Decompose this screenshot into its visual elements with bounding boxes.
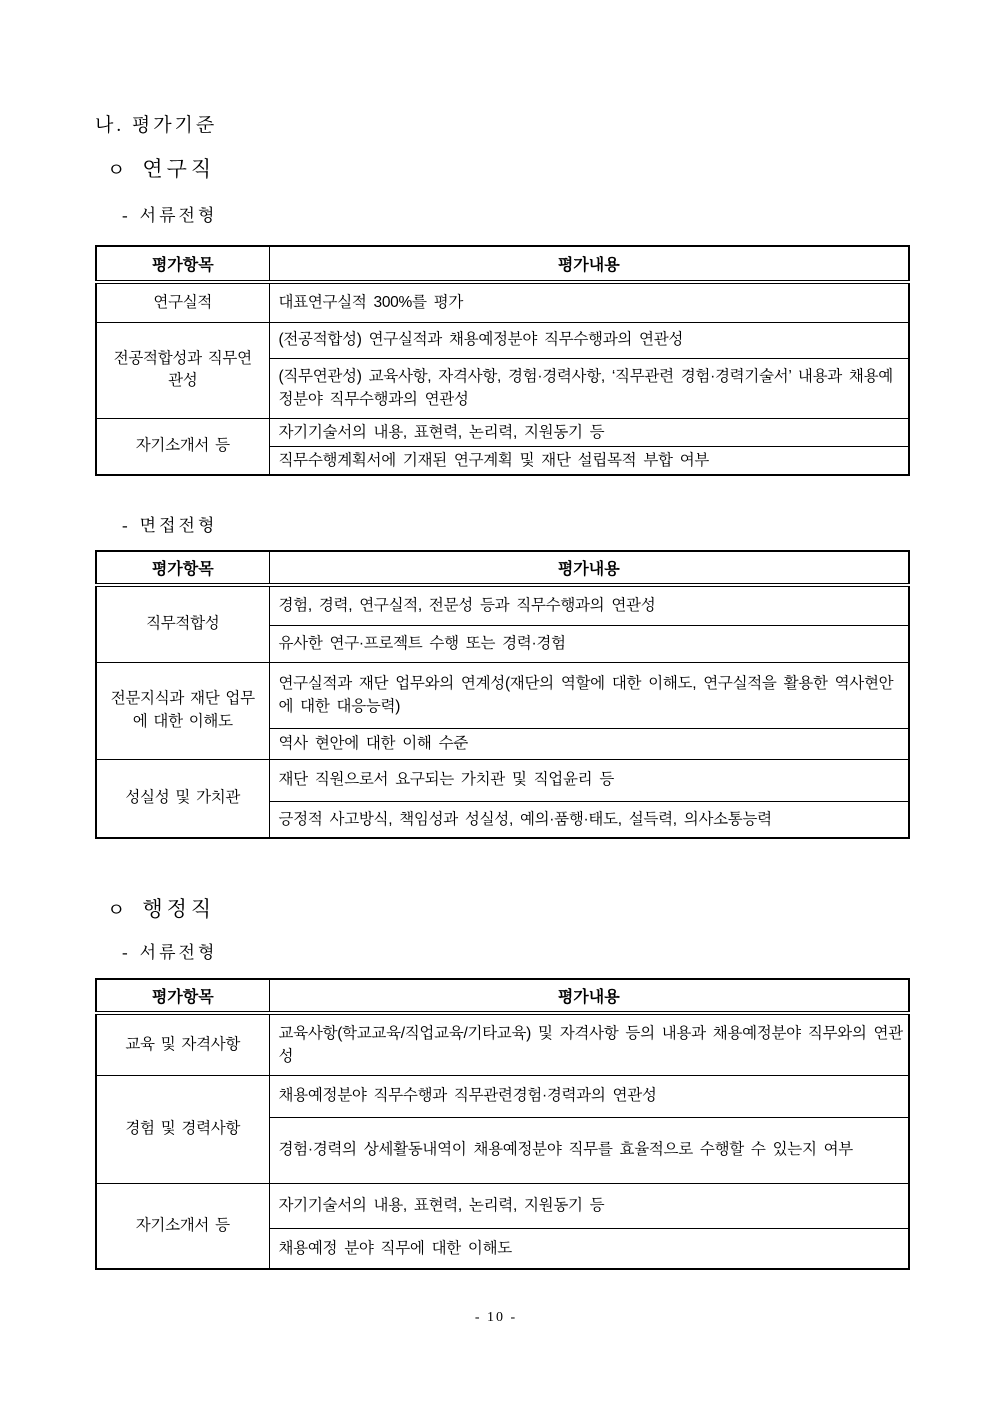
content-cell: 직무수행계획서에 기재된 연구계획 및 재단 설립목적 부합 여부 [269,446,909,475]
item-cell: 교육 및 자격사항 [96,1013,269,1075]
col-header-item: 평가항목 [96,551,269,585]
col-header-item: 평가항목 [96,246,269,282]
sub-heading-admin-document [122,938,217,963]
item-cell: 연구실적 [96,282,269,322]
item-cell: 경험 및 경력사항 [96,1075,269,1183]
item-cell: 성실성 및 가치관 [96,759,269,838]
dash-marker: - [122,206,131,225]
col-header-content: 평가내용 [269,979,909,1013]
sub-title: 서류전형 [139,206,218,225]
content-cell: 유사한 연구·프로젝트 수행 또는 경력·경험 [269,625,909,662]
doc-heading: 나. 평가기준 [95,115,218,136]
content-cell: 채용예정분야 직무수행과 직무관련경험·경력과의 연관성 [269,1075,909,1117]
sub-title: 서류전형 [139,943,218,962]
item-cell: 전공적합성과 직무연관성 [96,322,269,418]
section-title: 행정직 [142,897,216,921]
content-cell: 자기기술서의 내용, 표현력, 논리력, 지원동기 등 [269,1183,909,1228]
col-header-content: 평가내용 [269,551,909,585]
content-cell: (전공적합성) 연구실적과 채용예정분야 직무수행과의 연관성 [269,322,909,358]
content-cell: 교육사항(학교교육/직업교육/기타교육) 및 자격사항 등의 내용과 채용예정분야 직무와의 연관성 [269,1013,909,1075]
item-cell: 직무적합성 [96,585,269,662]
section-bullet: ㅇ [107,160,130,181]
page-number: - 10 - [474,1310,518,1325]
section-bullet: ㅇ [107,900,130,921]
content-cell: 경험·경력의 상세활동내역이 채용예정분야 직무를 효율적으로 수행할 수 있는지 여부 [269,1117,909,1183]
col-header-item: 평가항목 [96,979,269,1013]
content-cell: 경험, 경력, 연구실적, 전문성 등과 직무수행과의 연관성 [269,585,909,625]
content-cell: 역사 현안에 대한 이해 수준 [269,728,909,759]
content-cell: (직무연관성) 교육사항, 자격사항, 경험·경력사항, ‘직무관련 경험·경력기술서’ 내용과 채용예정분야 직무수행과의 연관성 [269,358,909,418]
dash-marker: - [122,943,131,962]
sub-heading-research-interview [122,511,217,536]
dash-marker: - [122,516,131,535]
content-cell: 채용예정 분야 직무에 대한 이해도 [269,1228,909,1269]
col-header-content: 평가내용 [269,246,909,282]
sub-heading-research-document [122,201,217,226]
content-cell: 연구실적과 재단 업무와의 연계성(재단의 역할에 대한 이해도, 연구실적을 활용한 역사현안에 대한 대응능력) [269,662,909,728]
table-research-interview [95,550,910,839]
section-heading-research [107,153,215,183]
content-cell: 재단 직원으로서 요구되는 가치관 및 직업윤리 등 [269,759,909,801]
sub-title: 면접전형 [139,516,218,535]
content-cell: 긍정적 사고방식, 책임성과 성실성, 예의·품행·태도, 설득력, 의사소통능력 [269,801,909,838]
item-cell: 자기소개서 등 [96,418,269,475]
section-title: 연구직 [142,157,216,181]
table-admin-document [95,978,910,1270]
item-cell: 자기소개서 등 [96,1183,269,1269]
section-heading-admin [107,893,215,923]
table-research-document [95,245,910,476]
content-cell: 자기기술서의 내용, 표현력, 논리력, 지원동기 등 [269,418,909,446]
item-cell: 전문지식과 재단 업무에 대한 이해도 [96,662,269,759]
content-cell: 대표연구실적 300%를 평가 [269,282,909,322]
